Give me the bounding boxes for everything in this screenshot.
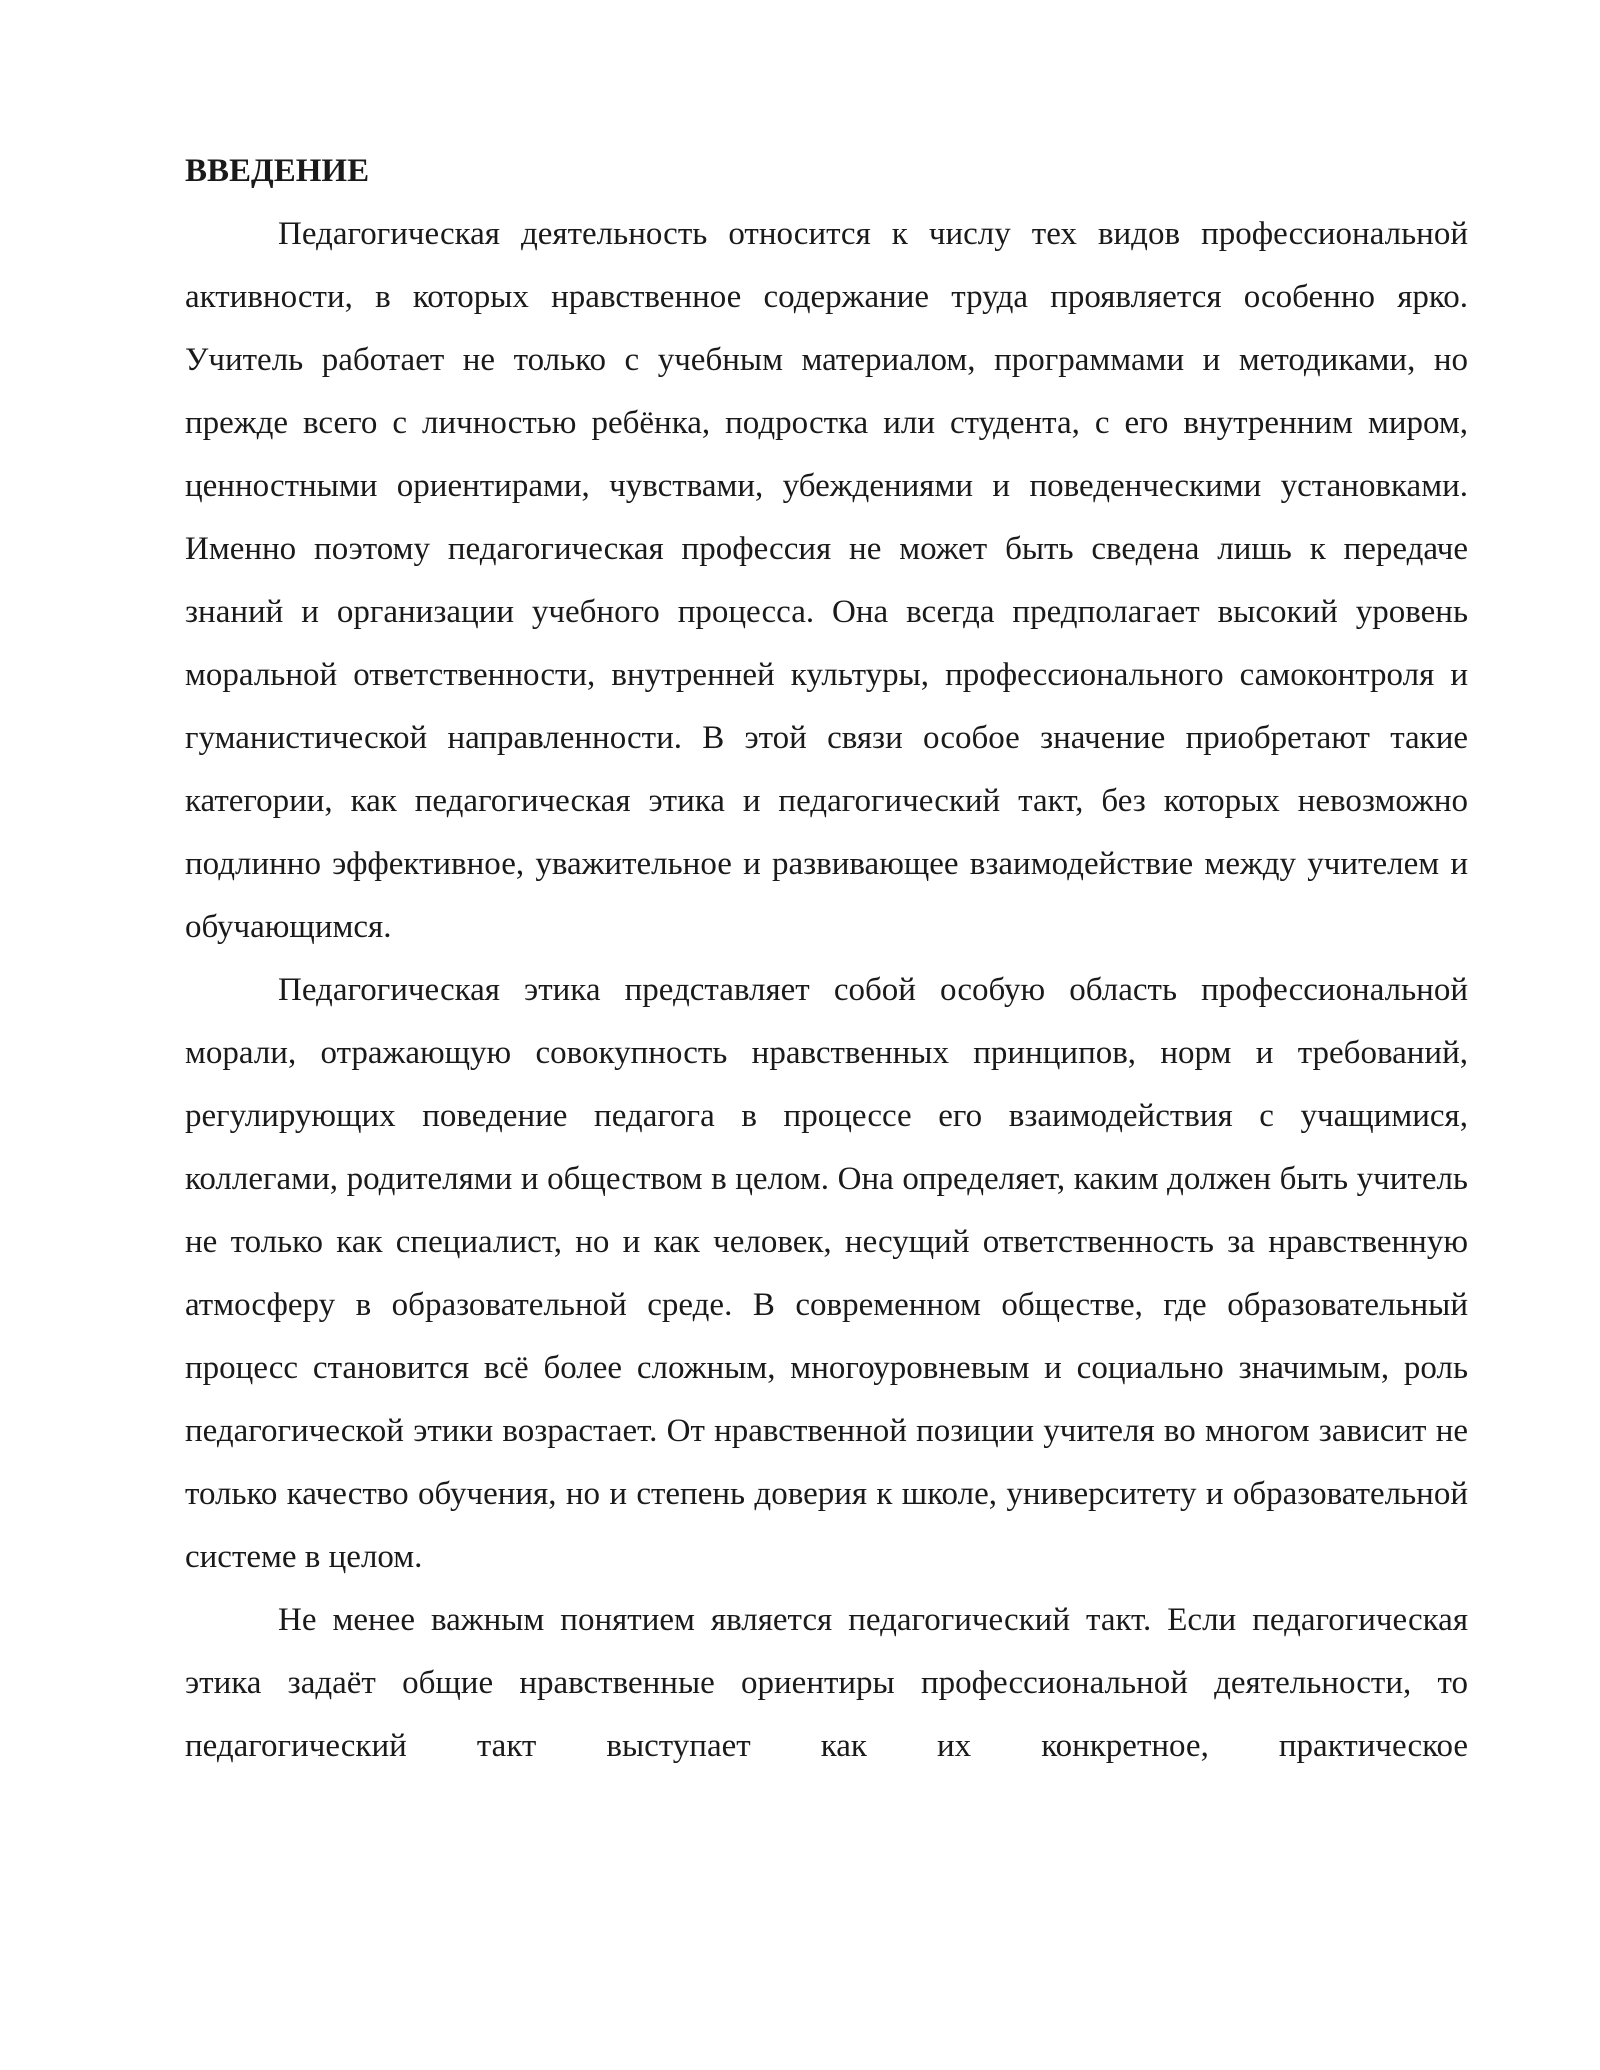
paragraph-3: Не менее важным понятием является педагогический такт. Если педагогическая этика задаёт общие нравственные ориентиры профессиональной деятельности, то педагогический такт выступает как их конкретное, практическое [185,1602,1468,1764]
section-heading: ВВЕДЕНИЕ [185,153,370,189]
paragraph-2: Педагогическая этика представляет собой особую область профессиональной морали, отражающую совокупность нравственных принципов, норм и требований, регулирующих поведение педагога в процессе его взаимодействия с учащимися, коллегами, родителями и обществом в целом. Она определяет, каким должен быть учитель не только как специалист, но и как человек, несущий ответственность за нравственную атмосферу в образовательной среде. В современном обществе, где образовательный процесс становится всё более сложным, многоуровневым и социально значимым, роль педагогической этики возрастает. От нравственной позиции учителя во многом зависит не только качество обучения, но и степень доверия к школе, университету и образовательной системе в целом. [185,972,1468,1575]
paragraph-1: Педагогическая деятельность относится к числу тех видов профессиональной активности, в которых нравственное содержание труда проявляется особенно ярко. Учитель работает не только с учебным материалом, программами и методиками, но прежде всего с личностью ребёнка, подростка или студента, с его внутренним миром, ценностными ориентирами, чувствами, убеждениями и поведенческими установками. Именно поэтому педагогическая профессия не может быть сведена лишь к передаче знаний и организации учебного процесса. Она всегда предполагает высокий уровень моральной ответственности, внутренней культуры, профессионального самоконтроля и гуманистической направленности. В этой связи особое значение приобретают такие категории, как педагогическая этика и педагогический такт, без которых невозможно подлинно эффективное, уважительное и развивающее взаимодействие между учителем и обучающимся. [185,216,1468,945]
document-body [185,141,1468,1778]
